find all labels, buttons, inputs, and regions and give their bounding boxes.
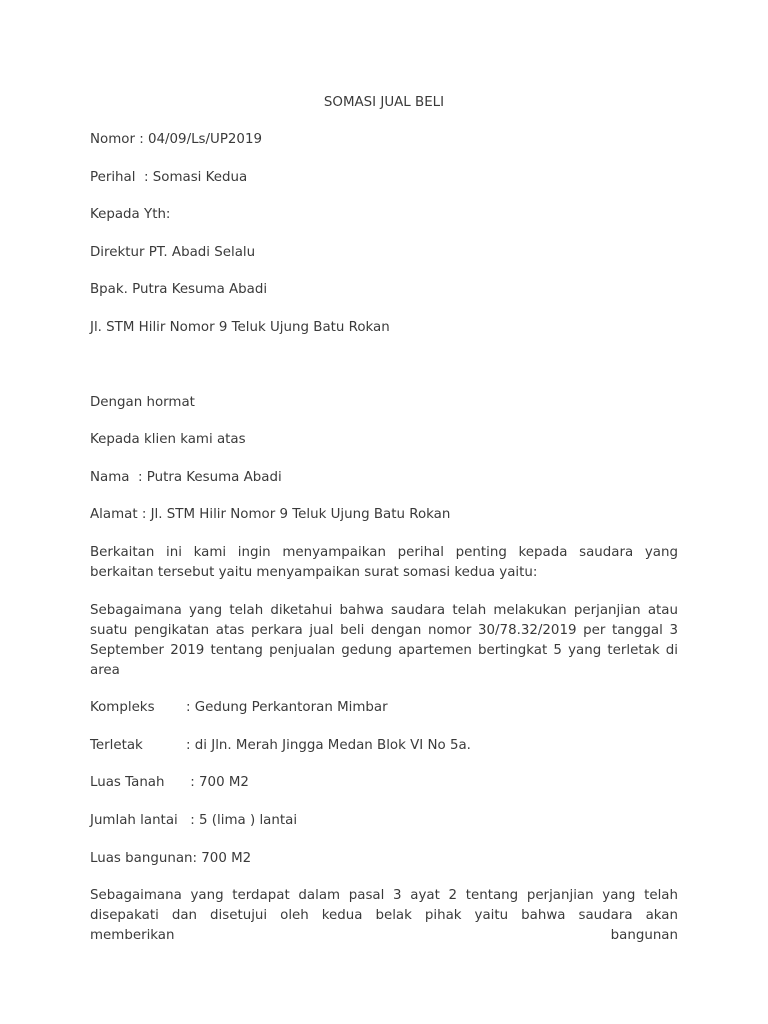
client-intro: Kepada klien kami atas [90,432,246,448]
detail-row-jumlah-lantai [90,811,678,831]
letter-title: SOMASI JUAL BELI [323,95,445,110]
client-name: Nama : Putra Kesuma Abadi [90,469,282,485]
addressee-heading: Kepada Yth: [90,207,171,223]
detail-label: Jumlah lantai [90,812,178,828]
luas-bangunan: Luas bangunan: 700 M2 [90,850,252,866]
detail-row-terletak [90,736,678,756]
detail-value: : Gedung Perkantoran Mimbar [186,700,388,716]
letter-subject: Perihal : Somasi Kedua [90,169,248,185]
letter-number: Nomor : 04/09/Ls/UP2019 [90,132,262,147]
detail-label: Terletak [90,737,143,753]
detail-label: Luas Tanah [90,775,165,791]
detail-row-kompleks [90,698,678,718]
recipient-address: Jl. STM Hilir Nomor 9 Teluk Ujung Batu Rokan [90,319,390,335]
body-paragraph-3: Sebagaimana yang terdapat dalam pasal 3 ayat 2 tentang perjanjian yang telah disepakati dan disetujui oleh kedua belak pihak yaitu bahwa saudara akan memberikan bangunan [90,888,678,944]
letter-body [90,93,678,964]
recipient-name: Bpak. Putra Kesuma Abadi [90,282,268,298]
detail-value: : 5 (lima ) lantai [186,812,298,828]
detail-row-luas-tanah [90,773,678,793]
detail-value: : di Jln. Merah Jingga Medan Blok VI No 5a. [186,737,471,753]
recipient-title: Direktur PT. Abadi Selalu [90,244,256,260]
detail-value: : 700 M2 [186,775,249,791]
salutation: Dengan hormat [90,394,195,410]
spacer [90,356,678,393]
body-paragraph-1: Berkaitan ini kami ingin menyampaikan perihal penting kepada saudara yang berkaitan tersebut yaitu menyampaikan surat somasi kedua yaitu: [90,544,678,580]
body-paragraph-2: Sebagaimana yang telah diketahui bahwa saudara telah melakukan perjanjian atau suatu pengikatan atas perkara jual beli dengan nomor 30/78.32/2019 per tanggal 3 September 2019 tentang penjualan gedung apartemen bertingkat 5 yang terletak di area [90,602,678,678]
client-address: Alamat : Jl. STM Hilir Nomor 9 Teluk Ujung Batu Rokan [90,507,451,523]
detail-label: Kompleks [90,700,155,716]
